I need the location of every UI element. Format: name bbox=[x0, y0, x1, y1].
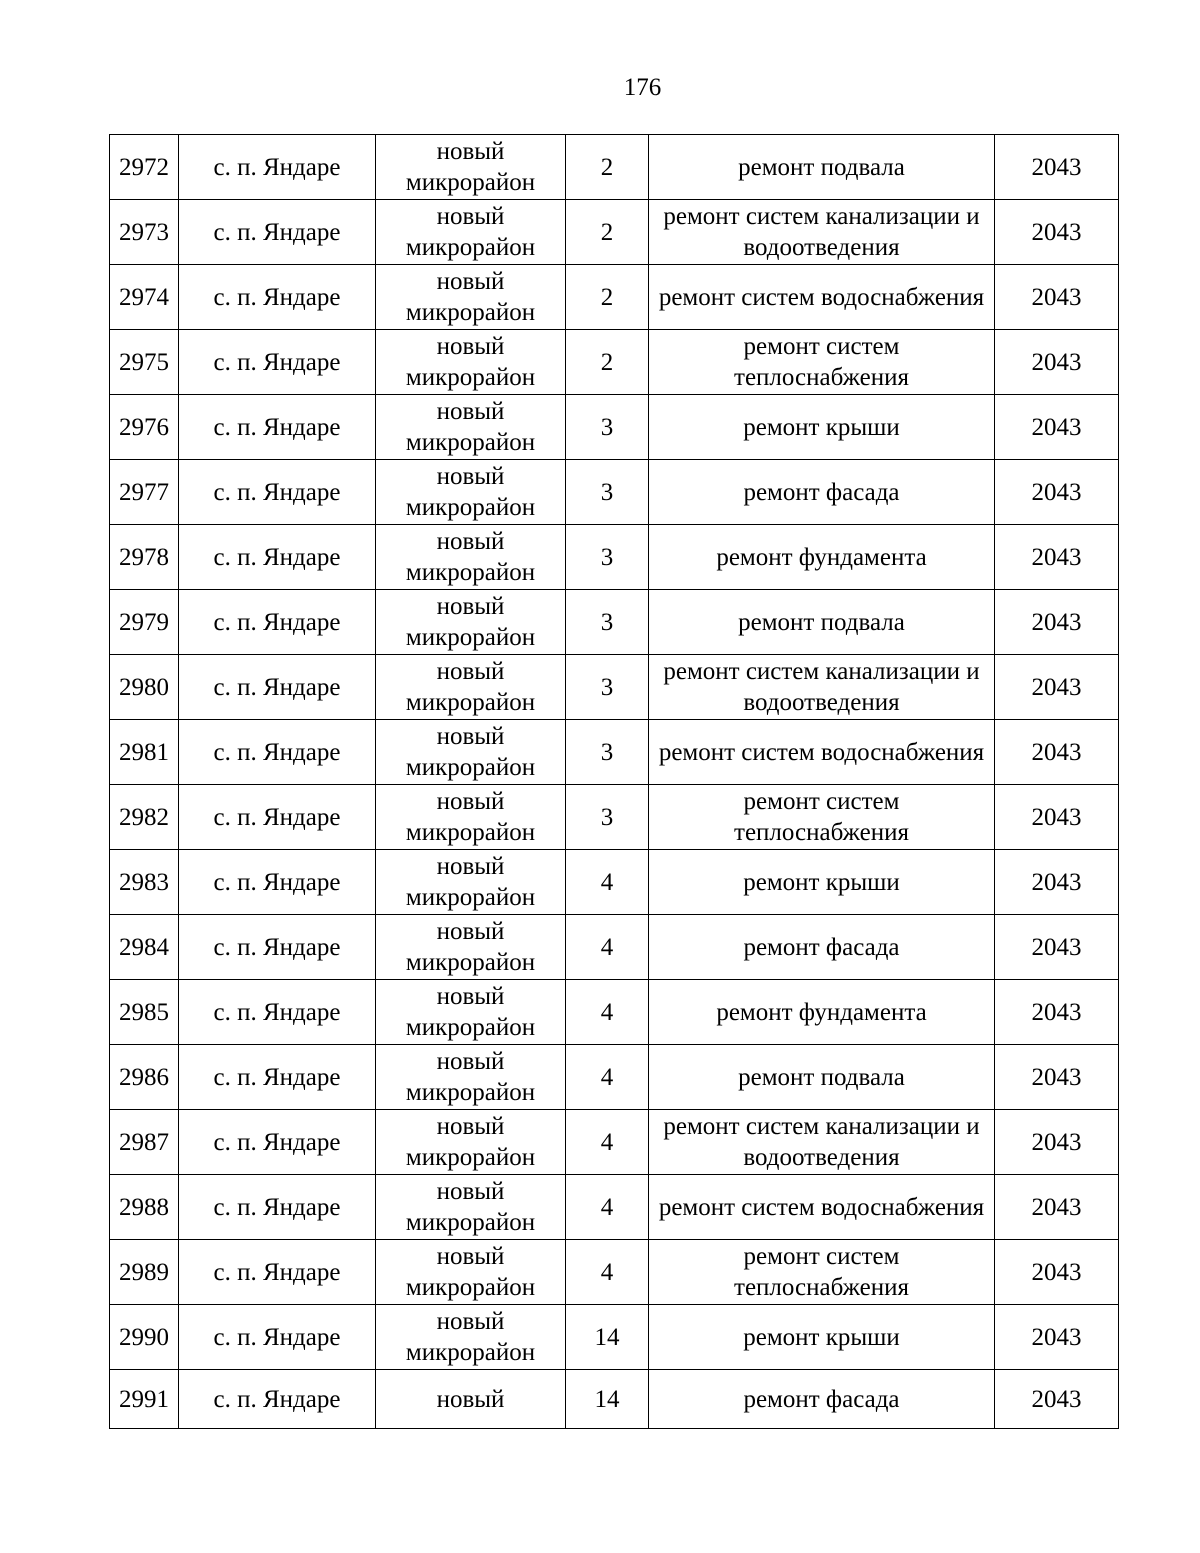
table-row bbox=[110, 1110, 1119, 1175]
table-row bbox=[110, 200, 1119, 265]
house-number: 3 bbox=[566, 395, 649, 460]
address-area: новый микрорайон bbox=[376, 590, 566, 655]
table-row bbox=[110, 330, 1119, 395]
table-row bbox=[110, 590, 1119, 655]
house-number: 4 bbox=[566, 980, 649, 1045]
planned-year: 2043 bbox=[995, 590, 1119, 655]
work-type: ремонт крыши bbox=[649, 395, 995, 460]
work-type: ремонт фундамента bbox=[649, 980, 995, 1045]
house-number: 3 bbox=[566, 590, 649, 655]
table-row bbox=[110, 1240, 1119, 1305]
row-number: 2985 bbox=[110, 980, 179, 1045]
row-number: 2974 bbox=[110, 265, 179, 330]
address-area: новый микрорайон bbox=[376, 1305, 566, 1370]
row-number: 2977 bbox=[110, 460, 179, 525]
house-number: 2 bbox=[566, 265, 649, 330]
planned-year: 2043 bbox=[995, 265, 1119, 330]
table-row bbox=[110, 265, 1119, 330]
row-number: 2980 bbox=[110, 655, 179, 720]
address-area: новый микрорайон bbox=[376, 915, 566, 980]
house-number: 2 bbox=[566, 135, 649, 200]
address-area: новый микрорайон bbox=[376, 200, 566, 265]
table-row bbox=[110, 720, 1119, 785]
planned-year: 2043 bbox=[995, 655, 1119, 720]
house-number: 3 bbox=[566, 525, 649, 590]
row-number: 2982 bbox=[110, 785, 179, 850]
house-number: 14 bbox=[566, 1370, 649, 1429]
work-type: ремонт систем теплоснабжения bbox=[649, 1240, 995, 1305]
address-area: новый микрорайон bbox=[376, 655, 566, 720]
work-type: ремонт фундамента bbox=[649, 525, 995, 590]
table-row bbox=[110, 395, 1119, 460]
address-area: новый микрорайон bbox=[376, 1175, 566, 1240]
table-row bbox=[110, 525, 1119, 590]
row-number: 2989 bbox=[110, 1240, 179, 1305]
planned-year: 2043 bbox=[995, 1045, 1119, 1110]
planned-year: 2043 bbox=[995, 460, 1119, 525]
planned-year: 2043 bbox=[995, 1240, 1119, 1305]
table-row bbox=[110, 1370, 1119, 1429]
row-number: 2987 bbox=[110, 1110, 179, 1175]
house-number: 14 bbox=[566, 1305, 649, 1370]
work-type: ремонт систем канализации и водоотведения bbox=[649, 655, 995, 720]
house-number: 3 bbox=[566, 720, 649, 785]
work-type: ремонт систем водоснабжения bbox=[649, 720, 995, 785]
address-area: новый микрорайон bbox=[376, 265, 566, 330]
row-number: 2988 bbox=[110, 1175, 179, 1240]
planned-year: 2043 bbox=[995, 525, 1119, 590]
locality: с. п. Яндаре bbox=[179, 850, 376, 915]
planned-year: 2043 bbox=[995, 1370, 1119, 1429]
table-row bbox=[110, 460, 1119, 525]
work-type: ремонт фасада bbox=[649, 915, 995, 980]
table-row bbox=[110, 915, 1119, 980]
planned-year: 2043 bbox=[995, 1305, 1119, 1370]
address-area: новый bbox=[376, 1370, 566, 1429]
row-number: 2984 bbox=[110, 915, 179, 980]
row-number: 2983 bbox=[110, 850, 179, 915]
work-type: ремонт систем теплоснабжения bbox=[649, 330, 995, 395]
locality: с. п. Яндаре bbox=[179, 1045, 376, 1110]
locality: с. п. Яндаре bbox=[179, 1370, 376, 1429]
house-number: 4 bbox=[566, 1110, 649, 1175]
work-type: ремонт фасада bbox=[649, 1370, 995, 1429]
work-type: ремонт подвала bbox=[649, 1045, 995, 1110]
work-type: ремонт систем водоснабжения bbox=[649, 1175, 995, 1240]
row-number: 2991 bbox=[110, 1370, 179, 1429]
address-area: новый микрорайон bbox=[376, 135, 566, 200]
locality: с. п. Яндаре bbox=[179, 135, 376, 200]
locality: с. п. Яндаре bbox=[179, 330, 376, 395]
locality: с. п. Яндаре bbox=[179, 980, 376, 1045]
planned-year: 2043 bbox=[995, 1110, 1119, 1175]
house-number: 4 bbox=[566, 850, 649, 915]
locality: с. п. Яндаре bbox=[179, 655, 376, 720]
house-number: 4 bbox=[566, 1240, 649, 1305]
planned-year: 2043 bbox=[995, 915, 1119, 980]
row-number: 2986 bbox=[110, 1045, 179, 1110]
row-number: 2981 bbox=[110, 720, 179, 785]
address-area: новый микрорайон bbox=[376, 980, 566, 1045]
planned-year: 2043 bbox=[995, 330, 1119, 395]
work-type: ремонт крыши bbox=[649, 850, 995, 915]
address-area: новый микрорайон bbox=[376, 1045, 566, 1110]
planned-year: 2043 bbox=[995, 980, 1119, 1045]
address-area: новый микрорайон bbox=[376, 785, 566, 850]
house-number: 4 bbox=[566, 915, 649, 980]
work-type: ремонт систем теплоснабжения bbox=[649, 785, 995, 850]
house-number: 3 bbox=[566, 785, 649, 850]
table-row bbox=[110, 1045, 1119, 1110]
row-number: 2976 bbox=[110, 395, 179, 460]
table-row bbox=[110, 850, 1119, 915]
page-number: 176 bbox=[623, 74, 662, 101]
address-area: новый микрорайон bbox=[376, 850, 566, 915]
planned-year: 2043 bbox=[995, 395, 1119, 460]
row-number: 2978 bbox=[110, 525, 179, 590]
row-number: 2979 bbox=[110, 590, 179, 655]
planned-year: 2043 bbox=[995, 1175, 1119, 1240]
address-area: новый микрорайон bbox=[376, 395, 566, 460]
locality: с. п. Яндаре bbox=[179, 915, 376, 980]
work-type: ремонт систем водоснабжения bbox=[649, 265, 995, 330]
locality: с. п. Яндаре bbox=[179, 785, 376, 850]
table-row bbox=[110, 135, 1119, 200]
work-type: ремонт подвала bbox=[649, 135, 995, 200]
locality: с. п. Яндаре bbox=[179, 460, 376, 525]
row-number: 2972 bbox=[110, 135, 179, 200]
house-number: 2 bbox=[566, 200, 649, 265]
planned-year: 2043 bbox=[995, 785, 1119, 850]
planned-year: 2043 bbox=[995, 200, 1119, 265]
table-row bbox=[110, 980, 1119, 1045]
locality: с. п. Яндаре bbox=[179, 395, 376, 460]
work-type: ремонт систем канализации и водоотведения bbox=[649, 1110, 995, 1175]
locality: с. п. Яндаре bbox=[179, 525, 376, 590]
row-number: 2975 bbox=[110, 330, 179, 395]
house-number: 4 bbox=[566, 1175, 649, 1240]
table-row bbox=[110, 1175, 1119, 1240]
table-body bbox=[110, 135, 1119, 1429]
work-type: ремонт подвала bbox=[649, 590, 995, 655]
address-area: новый микрорайон bbox=[376, 1240, 566, 1305]
house-number: 4 bbox=[566, 1045, 649, 1110]
locality: с. п. Яндаре bbox=[179, 1305, 376, 1370]
address-area: новый микрорайон bbox=[376, 525, 566, 590]
locality: с. п. Яндаре bbox=[179, 590, 376, 655]
house-number: 3 bbox=[566, 460, 649, 525]
house-number: 3 bbox=[566, 655, 649, 720]
address-area: новый микрорайон bbox=[376, 330, 566, 395]
locality: с. п. Яндаре bbox=[179, 1110, 376, 1175]
locality: с. п. Яндаре bbox=[179, 265, 376, 330]
table-row bbox=[110, 655, 1119, 720]
work-type: ремонт систем канализации и водоотведения bbox=[649, 200, 995, 265]
address-area: новый микрорайон bbox=[376, 720, 566, 785]
planned-year: 2043 bbox=[995, 720, 1119, 785]
locality: с. п. Яндаре bbox=[179, 200, 376, 265]
row-number: 2990 bbox=[110, 1305, 179, 1370]
address-area: новый микрорайон bbox=[376, 460, 566, 525]
table-row bbox=[110, 1305, 1119, 1370]
house-number: 2 bbox=[566, 330, 649, 395]
address-area: новый микрорайон bbox=[376, 1110, 566, 1175]
work-type: ремонт крыши bbox=[649, 1305, 995, 1370]
repair-schedule-table bbox=[109, 134, 1119, 1429]
work-type: ремонт фасада bbox=[649, 460, 995, 525]
locality: с. п. Яндаре bbox=[179, 1175, 376, 1240]
locality: с. п. Яндаре bbox=[179, 720, 376, 785]
planned-year: 2043 bbox=[995, 850, 1119, 915]
row-number: 2973 bbox=[110, 200, 179, 265]
locality: с. п. Яндаре bbox=[179, 1240, 376, 1305]
planned-year: 2043 bbox=[995, 135, 1119, 200]
table-row bbox=[110, 785, 1119, 850]
